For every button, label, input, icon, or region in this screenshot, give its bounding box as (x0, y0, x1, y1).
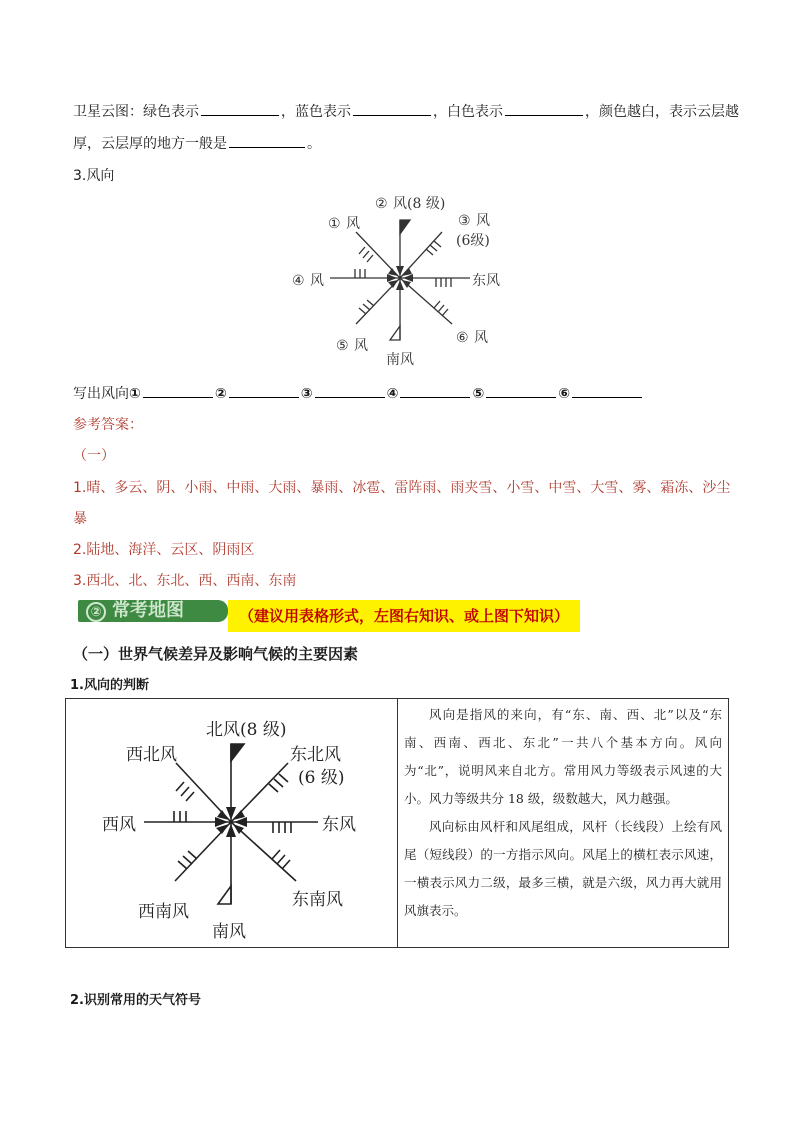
wind-knowledge-table (65, 698, 729, 948)
blank-number: ① (129, 386, 141, 402)
answer-blank[interactable] (400, 396, 470, 398)
reference-answer-title: 参考答案： (73, 417, 143, 433)
east-wind-label: 东风 (472, 273, 500, 289)
answer-blank[interactable] (315, 396, 385, 398)
answer-blank[interactable] (505, 114, 583, 116)
northwest-wind-label: 西北风 (126, 745, 177, 765)
feng-label: 风 (476, 213, 490, 229)
banner-note: （建议用表格形式，左图右知识、或上图下知识） (228, 600, 580, 632)
blank-number: ② (214, 386, 227, 402)
label-1: ① (328, 216, 341, 232)
level6-label: (6 级) (298, 768, 345, 788)
label-6: ⑥ (456, 330, 469, 346)
blank-number: ④ (386, 386, 399, 402)
explanation-paragraph-2: 风向标由风杆和风尾组成，风杆（长线段）上绘有风尾（短线段）的一方指示风向。风尾上的横杠表示风速，一横表示风力二级，最多三横，就是六级，风力再大就用风旗表示。 (404, 819, 722, 918)
cloud-q-text-e: 厚，云层厚的地方一般是 (73, 136, 227, 152)
east-wind-label: 东风 (322, 815, 356, 835)
explanation-paragraph-1: 风向是指风的来向，有“东、南、西、北”以及“东南、西南、西北、东北”一共八个基本方向。风向为“北”，说明风来自北方。常用风力等级表示风速的大小。风力等级共分 18 级，级数越大，风力越强。 (404, 707, 722, 806)
southwest-wind-label: 西南风 (138, 902, 189, 922)
section-title: （一）世界气候差异及影响气候的主要因素 (73, 645, 359, 663)
answer-3: 3.西北、北、东北、西、西南、东南 (73, 573, 297, 589)
southeast-wind-label: 东南风 (292, 890, 343, 910)
cloud-question-line2 (73, 133, 321, 153)
answer-part-head: （一） (73, 448, 115, 464)
cloud-q-text-b: ，蓝色表示 (281, 104, 351, 120)
write-direction-line (73, 383, 644, 403)
write-label: 写出风向 (73, 386, 129, 402)
label-2: ② (375, 196, 388, 212)
north-wind-label: 北风(8 级) (206, 720, 287, 740)
subsection-wind: 1.风向的判断 (70, 678, 149, 693)
wind-diagram-question (270, 190, 510, 370)
blank-number: ⑥ (558, 386, 571, 402)
feng-label: 风 (354, 338, 368, 354)
cloud-q-text-d: ，颜色越白，表示云层越 (585, 104, 739, 120)
northeast-wind-label: 东北风 (290, 745, 341, 765)
answer-blank[interactable] (201, 114, 279, 116)
label-5: ⑤ (336, 338, 349, 354)
answer-2: 2.陆地、海洋、云区、阴雨区 (73, 542, 255, 558)
answer-1: 1.晴、多云、阴、小雨、中雨、大雨、暴雨、冰雹、雷阵雨、雨夹雪、小雪、中雪、大雪、雾、霜冻、沙尘 (73, 480, 731, 496)
section-banner (78, 600, 228, 622)
west-wind-label: 西风 (102, 815, 136, 835)
blank-number: ⑤ (472, 386, 485, 402)
answer-blank[interactable] (353, 114, 431, 116)
banner-number: ② (86, 602, 106, 622)
answer-1-cont: 暴 (73, 511, 87, 527)
banner-title: 常考地图 (112, 600, 184, 621)
feng-label: 风 (474, 330, 488, 346)
wind-flag-icon (400, 220, 410, 234)
wind-flag-icon (218, 886, 231, 904)
wind-flag-icon (390, 326, 400, 340)
wind-flag-icon (231, 744, 244, 761)
label-3: ③ (458, 213, 471, 229)
feng-label: 风 (346, 216, 360, 232)
wind-explanation (404, 701, 722, 925)
answer-blank[interactable] (572, 396, 642, 398)
cloud-question-line1 (73, 101, 739, 121)
cloud-q-text-a: 卫星云图：绿色表示 (73, 104, 199, 120)
label-4: ④ (292, 273, 305, 289)
wind-diagram-reference (66, 699, 396, 947)
subsection-weather-symbols: 2.识别常用的天气符号 (70, 993, 201, 1008)
south-wind-label: 南风 (386, 352, 414, 368)
wind-heading: 3.风向 (73, 168, 115, 184)
blank-number: ③ (300, 386, 313, 402)
answer-blank[interactable] (143, 396, 213, 398)
south-wind-label: 南风 (212, 922, 246, 942)
answer-blank[interactable] (229, 146, 305, 148)
table-divider (397, 699, 398, 947)
level6-label: (6级) (456, 233, 490, 249)
answer-blank[interactable] (486, 396, 556, 398)
cloud-q-text-f: 。 (307, 136, 321, 152)
north-wind-label: 风(8 级) (393, 196, 446, 212)
feng-label: 风 (310, 273, 324, 289)
cloud-q-text-c: ，白色表示 (433, 104, 503, 120)
answer-blank[interactable] (229, 396, 299, 398)
